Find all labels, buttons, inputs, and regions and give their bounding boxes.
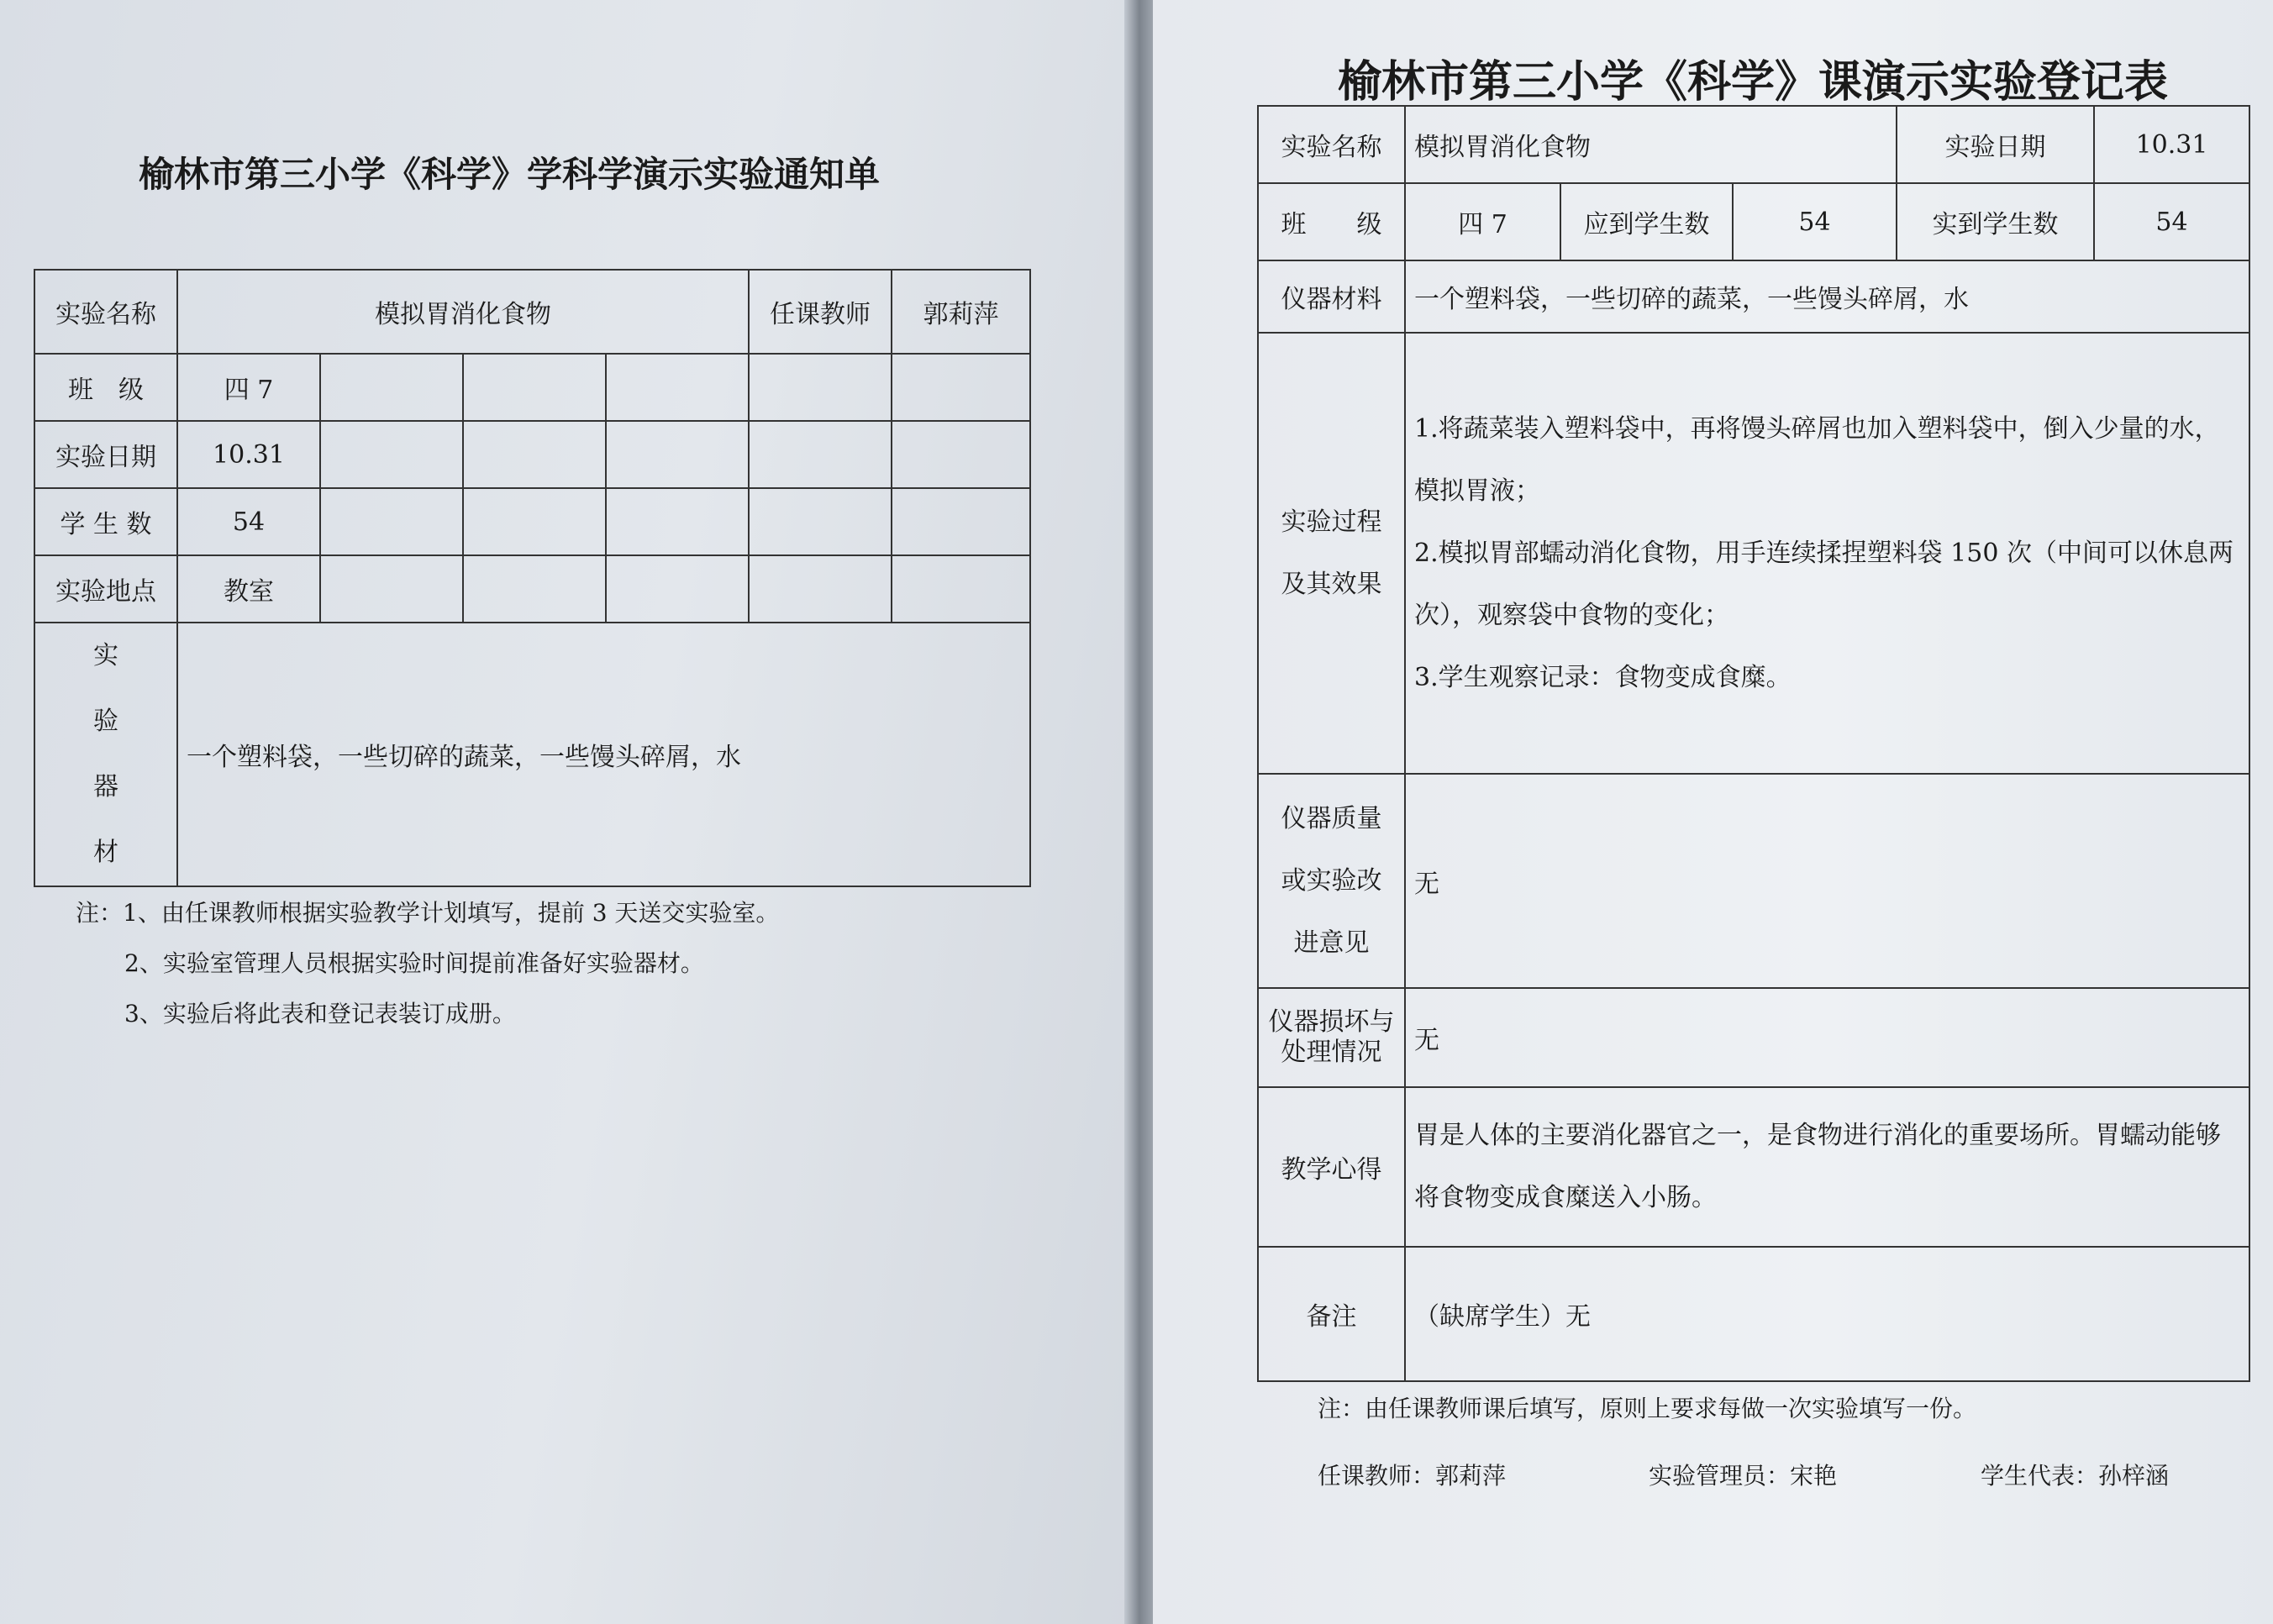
value-experiment-name: 模拟胃消化食物 <box>177 270 749 354</box>
note-line-1: 注：1、由任课教师根据实验教学计划填写，提前 3 天送交实验室。 <box>76 899 780 927</box>
empty-cell <box>892 421 1030 488</box>
value-equipment: 一个塑料袋，一些切碎的蔬菜，一些馒头碎屑，水 <box>177 623 1030 886</box>
label-class: 班 级 <box>1258 183 1405 260</box>
value-remarks: （缺席学生）无 <box>1405 1247 2249 1381</box>
value-damage: 无 <box>1405 988 2249 1087</box>
signature-student-rep: 学生代表：孙梓涵 <box>1981 1462 2170 1490</box>
value-teacher: 郭莉萍 <box>892 270 1030 354</box>
registration-sheet <box>1153 0 2273 1624</box>
label-equipment <box>34 623 177 886</box>
value-date: 10.31 <box>2094 106 2249 183</box>
value-class: 四 7 <box>177 354 320 421</box>
empty-cell <box>606 354 749 421</box>
value-date: 10.31 <box>177 421 320 488</box>
empty-cell <box>320 488 463 555</box>
label-equipment-char: 材 <box>93 838 118 867</box>
value-location: 教室 <box>177 555 320 623</box>
label-teacher: 任课教师 <box>749 270 892 354</box>
process-step: 3.学生观察记录：食物变成食糜。 <box>1414 662 1792 692</box>
label-equipment-char: 验 <box>93 707 118 736</box>
label-reflection: 教学心得 <box>1258 1087 1405 1247</box>
label-remarks: 备注 <box>1258 1247 1405 1381</box>
note-line-3: 3、实验后将此表和登记表装订成册。 <box>124 1000 516 1027</box>
label-materials: 仪器材料 <box>1258 260 1405 333</box>
label-quality <box>1258 774 1405 988</box>
empty-cell <box>749 354 892 421</box>
empty-cell <box>749 421 892 488</box>
label-quality-line: 仪器质量 <box>1281 803 1382 833</box>
empty-cell <box>892 488 1030 555</box>
label-class: 班 级 <box>34 354 177 421</box>
label-equipment-char: 实 <box>93 641 118 670</box>
empty-cell <box>606 421 749 488</box>
label-students: 学 生 数 <box>34 488 177 555</box>
label-expected-students: 应到学生数 <box>1560 183 1733 260</box>
value-experiment-name: 模拟胃消化食物 <box>1405 106 1897 183</box>
label-experiment-name: 实验名称 <box>1258 106 1405 183</box>
label-experiment-name: 实验名称 <box>34 270 177 354</box>
value-quality: 无 <box>1405 774 2249 988</box>
empty-cell <box>892 555 1030 623</box>
label-location: 实验地点 <box>34 555 177 623</box>
notification-title: 榆林市第三小学《科学》学科学演示实验通知单 <box>139 154 881 195</box>
label-date: 实验日期 <box>1897 106 2094 183</box>
label-quality-line: 或实验改 <box>1281 865 1382 896</box>
value-actual-students: 54 <box>2094 183 2249 260</box>
signature-teacher: 任课教师：郭莉萍 <box>1318 1462 1507 1490</box>
label-process-line: 及其效果 <box>1281 569 1382 599</box>
value-class: 四 7 <box>1405 183 1560 260</box>
value-students: 54 <box>177 488 320 555</box>
label-actual-students: 实到学生数 <box>1897 183 2094 260</box>
value-expected-students: 54 <box>1733 183 1897 260</box>
signature-lab-manager: 实验管理员：宋艳 <box>1649 1462 1838 1490</box>
label-damage: 仪器损坏与处理情况 <box>1258 988 1405 1087</box>
process-step: 2.模拟胃部蠕动消化食物，用手连续揉捏塑料袋 150 次（中间可以休息两次），观察袋中食物的变化； <box>1414 538 2234 630</box>
note-line-2: 2、实验室管理人员根据实验时间提前准备好实验器材。 <box>124 949 704 977</box>
label-process <box>1258 333 1405 774</box>
process-step: 1.将蔬菜装入塑料袋中，再将馒头碎屑也加入塑料袋中，倒入少量的水，模拟胃液； <box>1414 413 2220 506</box>
empty-cell <box>463 354 606 421</box>
registration-note: 注：由任课教师课后填写，原则上要求每做一次实验填写一份。 <box>1318 1395 1977 1422</box>
label-date: 实验日期 <box>34 421 177 488</box>
registration-table <box>1257 105 2250 1382</box>
empty-cell <box>463 555 606 623</box>
empty-cell <box>320 421 463 488</box>
value-materials: 一个塑料袋，一些切碎的蔬菜，一些馒头碎屑，水 <box>1405 260 2249 333</box>
value-process <box>1405 333 2249 774</box>
empty-cell <box>606 488 749 555</box>
registration-title: 榆林市第三小学《科学》课演示实验登记表 <box>1338 56 2169 108</box>
notification-table <box>34 269 1031 887</box>
empty-cell <box>463 421 606 488</box>
empty-cell <box>749 488 892 555</box>
empty-cell <box>892 354 1030 421</box>
empty-cell <box>320 555 463 623</box>
label-quality-line: 进意见 <box>1293 928 1370 958</box>
empty-cell <box>320 354 463 421</box>
label-equipment-char: 器 <box>93 772 118 801</box>
label-process-line: 实验过程 <box>1281 507 1382 537</box>
empty-cell <box>463 488 606 555</box>
empty-cell <box>606 555 749 623</box>
empty-cell <box>749 555 892 623</box>
value-reflection: 胃是人体的主要消化器官之一，是食物进行消化的重要场所。胃蠕动能够将食物变成食糜送入小肠。 <box>1405 1087 2249 1247</box>
